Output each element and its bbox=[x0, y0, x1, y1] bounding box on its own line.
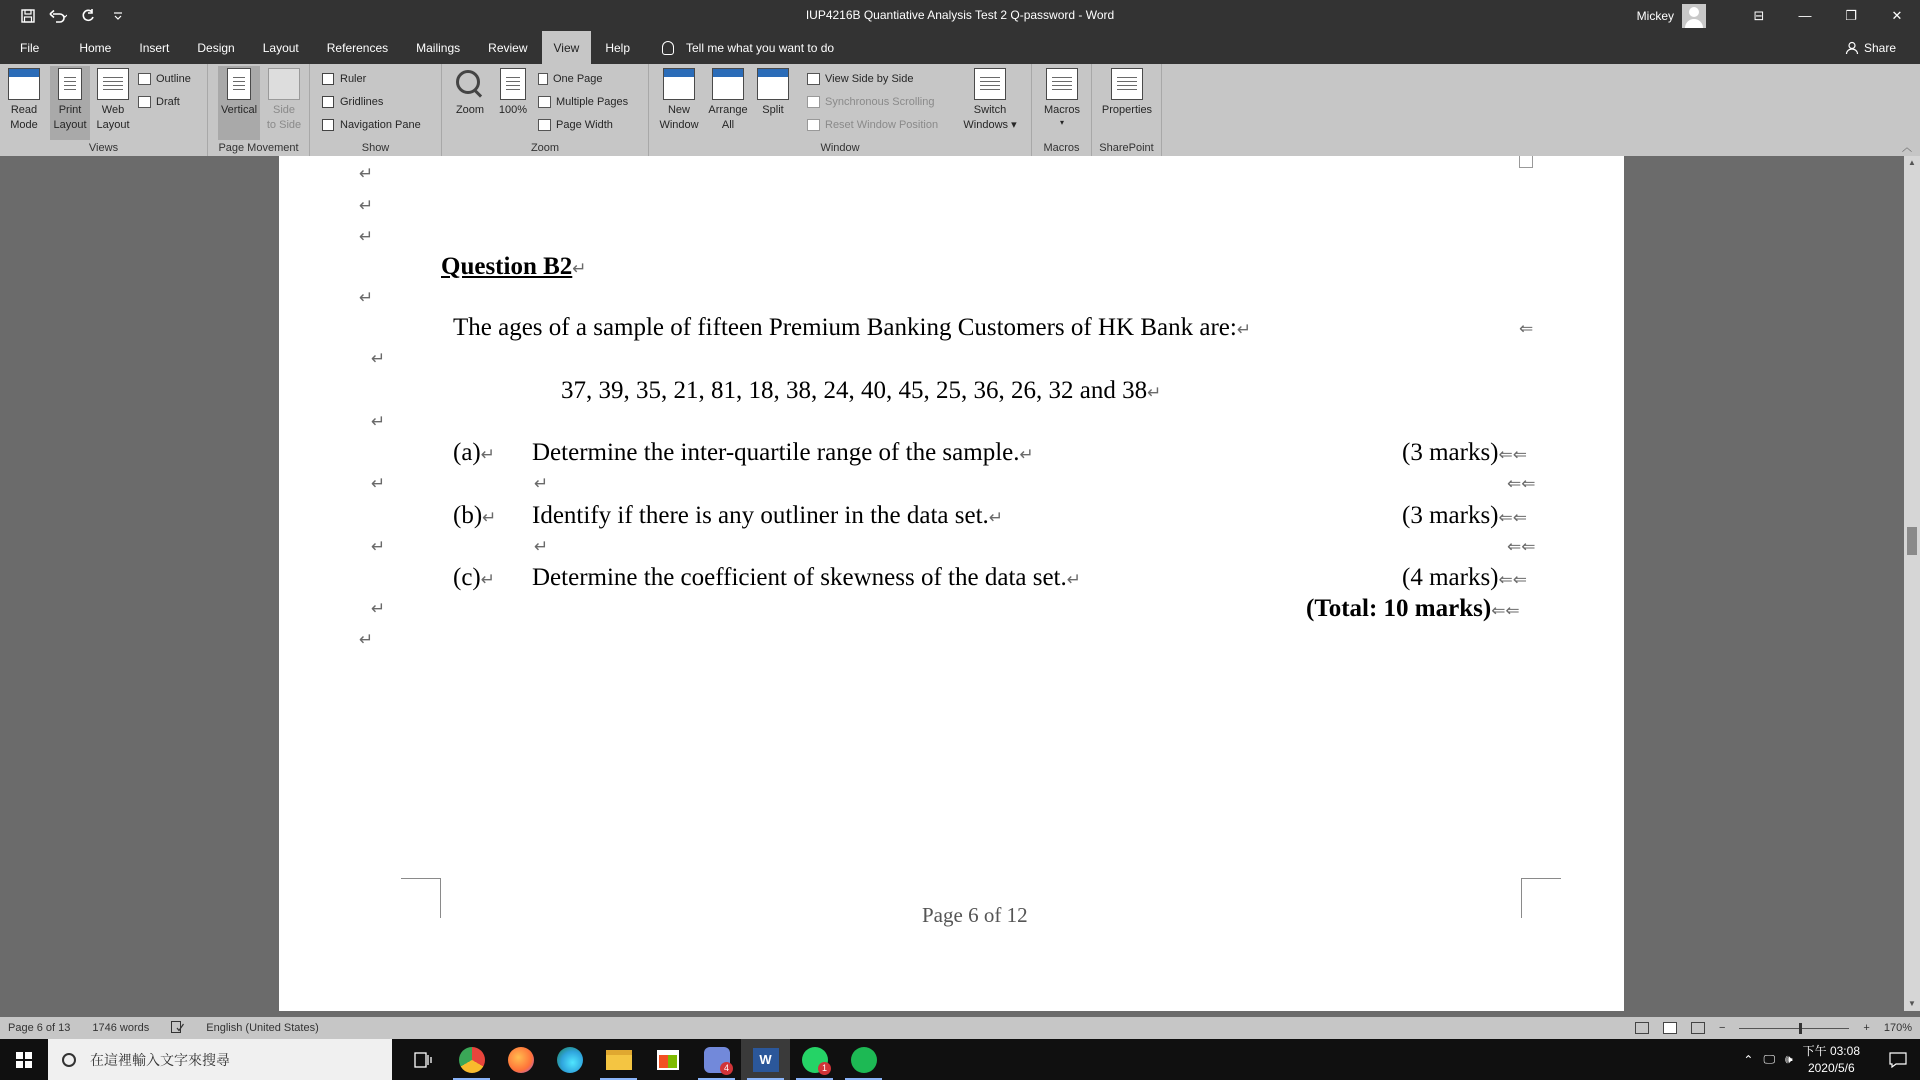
question-c-label: (c)↵ bbox=[453, 564, 495, 591]
draft-button[interactable]: Draft bbox=[138, 93, 180, 111]
macros-icon bbox=[1046, 68, 1078, 100]
navigation-pane-checkbox-box bbox=[322, 119, 334, 131]
cell-end-mark: ⇐⇐ bbox=[1507, 474, 1536, 494]
show-group-label: Show bbox=[361, 142, 390, 154]
spotify-button[interactable] bbox=[839, 1039, 888, 1080]
user-name[interactable]: Mickey bbox=[1636, 8, 1674, 23]
synchronous-scrolling-icon bbox=[807, 96, 820, 108]
start-button[interactable] bbox=[0, 1039, 48, 1080]
ruler-checkbox[interactable]: Ruler bbox=[322, 70, 366, 88]
new-window-button[interactable]: New Window bbox=[657, 68, 701, 133]
lightbulb-icon bbox=[662, 41, 674, 55]
tray-chevron-icon[interactable]: ⌃ bbox=[1743, 1052, 1754, 1067]
zoom-button[interactable]: Zoom bbox=[450, 68, 490, 118]
question-c-marks: (4 marks)⇐⇐ bbox=[1402, 564, 1527, 591]
edge-button[interactable] bbox=[545, 1039, 594, 1080]
gridlines-checkbox-box bbox=[322, 96, 334, 108]
data-line: 37, 39, 35, 21, 81, 18, 38, 24, 40, 45, 25, 36, 26, 32 and 38↵ bbox=[561, 377, 1162, 404]
group-window bbox=[649, 64, 1032, 156]
tab-view[interactable]: View bbox=[542, 31, 592, 64]
paragraph-mark: ↵ bbox=[371, 474, 386, 494]
file-explorer-button[interactable] bbox=[594, 1039, 643, 1080]
paragraph-mark: ↵ bbox=[359, 196, 374, 216]
intro-paragraph: The ages of a sample of fifteen Premium Banking Customers of HK Bank are:↵ bbox=[453, 314, 1252, 341]
print-layout-icon bbox=[58, 68, 82, 100]
footer-corner-left bbox=[401, 878, 441, 918]
group-zoom bbox=[442, 64, 649, 156]
cell-end-mark: ⇐⇐ bbox=[1507, 537, 1536, 557]
one-page-button[interactable]: One Page bbox=[538, 70, 603, 88]
reset-window-position-button[interactable]: Reset Window Position bbox=[807, 116, 938, 134]
switch-windows-button[interactable]: Switch Windows ▾ bbox=[959, 68, 1021, 133]
question-c-text: Determine the coefficient of skewness of the data set.↵ bbox=[532, 564, 1082, 591]
word-icon: W bbox=[753, 1048, 779, 1072]
synchronous-scrolling-button[interactable]: Synchronous Scrolling bbox=[807, 93, 934, 111]
scrollbar-thumb[interactable] bbox=[1907, 527, 1917, 555]
store-icon bbox=[657, 1050, 679, 1070]
restore-button[interactable]: ❐ bbox=[1845, 7, 1857, 23]
paragraph-mark: ↵ bbox=[359, 164, 374, 184]
paragraph-mark: ↵ bbox=[359, 288, 374, 308]
tab-help[interactable]: Help bbox=[605, 40, 630, 55]
edge-icon bbox=[557, 1047, 583, 1073]
clock-date: 2020/5/6 bbox=[1807, 1060, 1855, 1075]
data-values-text: 37, 39, 35, 21, 81, 18, 38, 24, 40, 45, 25, 36, 26, 32 and 38 bbox=[561, 377, 1148, 404]
page-width-button[interactable]: Page Width bbox=[538, 116, 613, 134]
multiple-pages-button[interactable]: Multiple Pages bbox=[538, 93, 628, 111]
page-count-status[interactable]: Page 6 of 13 bbox=[8, 1022, 71, 1034]
switch-windows-icon bbox=[974, 68, 1006, 100]
tell-me-search[interactable] bbox=[662, 31, 834, 64]
macros-button[interactable]: Macros ▾ bbox=[1040, 68, 1084, 128]
taskbar-search[interactable] bbox=[48, 1039, 392, 1080]
file-explorer-icon bbox=[606, 1050, 632, 1070]
ribbon-tabs bbox=[0, 31, 1920, 64]
intro-text: The ages of a sample of fifteen Premium Banking Customers of HK Bank are: bbox=[453, 314, 1237, 341]
volume-icon[interactable]: 🕪 bbox=[1785, 1052, 1793, 1066]
undo-icon[interactable] bbox=[46, 4, 70, 28]
read-mode-button[interactable]: Read Mode bbox=[6, 68, 42, 133]
chrome-icon bbox=[459, 1047, 485, 1073]
store-button[interactable] bbox=[643, 1039, 692, 1080]
document-title: IUP4216B Quantiative Analysis Test 2 Q-password - Word bbox=[805, 8, 1115, 22]
side-to-side-icon bbox=[268, 68, 300, 100]
new-window-icon bbox=[663, 68, 695, 100]
group-macros bbox=[1032, 64, 1092, 156]
split-button[interactable]: Split bbox=[755, 68, 791, 118]
ribbon-display-options-button[interactable]: ⊟ bbox=[1753, 7, 1765, 23]
ribbon-view bbox=[0, 64, 1920, 156]
whatsapp-button[interactable] bbox=[790, 1039, 839, 1080]
properties-icon bbox=[1111, 68, 1143, 100]
arrange-all-icon bbox=[712, 68, 744, 100]
redo-icon[interactable] bbox=[76, 4, 100, 28]
task-view-button[interactable] bbox=[398, 1039, 447, 1080]
vertical-icon bbox=[227, 68, 251, 100]
multiple-pages-icon bbox=[538, 96, 551, 108]
question-b-text: Identify if there is any outliner in the data set.↵ bbox=[532, 502, 1004, 529]
page-width-icon bbox=[538, 119, 551, 131]
tell-me-label: Tell me what you want to do bbox=[686, 40, 835, 55]
page-corner-marker bbox=[1519, 156, 1533, 168]
share-label: Share bbox=[1863, 40, 1896, 55]
network-icon[interactable]: 🖵 bbox=[1763, 1052, 1776, 1066]
question-b-label: (b)↵ bbox=[453, 502, 497, 529]
tab-review[interactable]: Review bbox=[488, 40, 528, 55]
navigation-pane-checkbox[interactable]: Navigation Pane bbox=[322, 116, 421, 134]
question-heading: Question B2↵ bbox=[441, 253, 587, 280]
notification-center-icon[interactable] bbox=[1876, 1052, 1920, 1068]
title-bar bbox=[0, 0, 1920, 31]
search-icon bbox=[62, 1053, 76, 1067]
total-marks: (Total: 10 marks)⇐⇐ bbox=[1306, 595, 1520, 622]
outline-button[interactable]: Outline bbox=[138, 70, 191, 88]
status-bar bbox=[0, 1017, 1920, 1039]
reset-window-position-icon bbox=[807, 119, 820, 131]
document-page[interactable] bbox=[279, 156, 1624, 1011]
arrange-all-button[interactable]: Arrange All bbox=[705, 68, 751, 133]
tab-home[interactable]: Home bbox=[79, 40, 112, 55]
question-a-text: Determine the inter-quartile range of the sample.↵ bbox=[532, 439, 1034, 466]
zoom-level[interactable]: 170% bbox=[1883, 1022, 1912, 1034]
view-side-by-side-button[interactable]: View Side by Side bbox=[807, 70, 913, 88]
tab-file[interactable]: File bbox=[20, 40, 40, 55]
heading-text: Question B2 bbox=[441, 253, 573, 280]
avatar[interactable] bbox=[1682, 4, 1706, 28]
paragraph-mark: ↵ bbox=[534, 537, 549, 557]
zoom-100-button[interactable]: 100% bbox=[494, 68, 532, 118]
tab-layout[interactable]: Layout bbox=[262, 40, 299, 55]
print-layout-view-icon[interactable] bbox=[1663, 1022, 1677, 1034]
spotify-icon bbox=[851, 1047, 877, 1073]
search-placeholder: 在這裡輸入文字來搜尋 bbox=[90, 1051, 230, 1068]
clock[interactable] bbox=[1803, 1043, 1860, 1077]
group-views bbox=[0, 64, 208, 156]
collapse-ribbon-icon[interactable]: ︿ bbox=[1902, 143, 1912, 154]
zoom-out-button[interactable]: − bbox=[1718, 1022, 1726, 1034]
group-sharepoint bbox=[1092, 64, 1162, 156]
scroll-up-icon[interactable]: ▲ bbox=[1908, 158, 1916, 167]
question-a-label: (a)↵ bbox=[453, 439, 495, 466]
window-group-label: Window bbox=[820, 142, 860, 154]
paragraph-mark: ↵ bbox=[371, 599, 386, 619]
paragraph-mark: ↵ bbox=[359, 630, 374, 650]
share-person-icon bbox=[1845, 41, 1859, 55]
read-mode-icon bbox=[8, 68, 40, 100]
tab-insert[interactable]: Insert bbox=[139, 40, 170, 55]
draft-icon bbox=[138, 96, 151, 108]
word-count-status[interactable]: 1746 words bbox=[92, 1022, 150, 1034]
print-layout-button[interactable]: Print Layout bbox=[50, 66, 90, 140]
minimize-button[interactable]: — bbox=[1798, 8, 1812, 23]
side-to-side-button[interactable]: Side to Side bbox=[264, 68, 304, 133]
web-layout-button[interactable]: Web Layout bbox=[94, 68, 132, 133]
web-layout-icon bbox=[97, 68, 129, 100]
paragraph-mark: ↵ bbox=[371, 412, 386, 432]
paragraph-mark: ↵ bbox=[359, 227, 374, 247]
paragraph-mark: ↵ bbox=[534, 474, 549, 494]
outline-icon bbox=[138, 73, 151, 85]
paragraph-mark: ↵ bbox=[371, 537, 386, 557]
tab-references[interactable]: References bbox=[326, 40, 389, 55]
language-status[interactable]: English (United States) bbox=[206, 1022, 319, 1034]
document-area bbox=[0, 156, 1904, 1011]
question-a-marks: (3 marks)⇐⇐ bbox=[1402, 439, 1527, 466]
group-show bbox=[310, 64, 442, 156]
task-view-icon bbox=[414, 1052, 432, 1068]
view-side-by-side-icon bbox=[807, 73, 820, 85]
sharepoint-group-label: SharePoint bbox=[1099, 142, 1154, 154]
footer-corner-right bbox=[1521, 878, 1561, 918]
whatsapp-badge: 1 bbox=[818, 1062, 831, 1075]
zoom-100-icon bbox=[500, 68, 526, 100]
macros-dropdown-arrow: ▾ bbox=[1059, 118, 1064, 127]
windows-taskbar bbox=[0, 1039, 1920, 1080]
right-margin-mark: ⇐ bbox=[1519, 319, 1534, 339]
scroll-down-icon[interactable]: ▼ bbox=[1908, 999, 1916, 1008]
split-icon bbox=[757, 68, 789, 100]
firefox-icon bbox=[508, 1047, 534, 1073]
gridlines-checkbox[interactable]: Gridlines bbox=[322, 93, 383, 111]
ruler-checkbox-box bbox=[322, 73, 334, 85]
windows-logo-icon bbox=[16, 1052, 32, 1068]
read-mode-view-icon[interactable] bbox=[1635, 1022, 1649, 1034]
question-b-marks: (3 marks)⇐⇐ bbox=[1402, 502, 1527, 529]
vertical-scrollbar[interactable] bbox=[1904, 156, 1920, 1011]
customize-icon[interactable] bbox=[106, 4, 130, 28]
macros-group-label: Macros bbox=[1043, 142, 1080, 154]
share-button[interactable] bbox=[1845, 31, 1896, 64]
magnifier-icon bbox=[454, 68, 486, 100]
page-movement-group-label: Page Movement bbox=[218, 142, 299, 154]
save-icon[interactable] bbox=[16, 4, 40, 28]
views-group-label: Views bbox=[88, 142, 119, 154]
firefox-button[interactable] bbox=[496, 1039, 545, 1080]
vertical-button[interactable]: Vertical bbox=[218, 66, 260, 140]
quick-access-toolbar bbox=[0, 0, 130, 31]
chrome-button[interactable] bbox=[447, 1039, 496, 1080]
group-page-movement bbox=[208, 64, 310, 156]
clock-time: 下午 03:08 bbox=[1802, 1043, 1860, 1058]
page-footer: Page 6 of 12 bbox=[922, 903, 1028, 927]
paragraph-mark: ↵ bbox=[371, 349, 386, 369]
word-button[interactable] bbox=[741, 1039, 790, 1080]
properties-button[interactable]: Properties bbox=[1098, 68, 1156, 118]
zoom-group-label: Zoom bbox=[530, 142, 560, 154]
web-layout-view-icon[interactable] bbox=[1691, 1022, 1705, 1034]
zoom-slider[interactable] bbox=[1739, 1028, 1849, 1029]
close-button[interactable]: ✕ bbox=[1891, 7, 1903, 23]
system-tray bbox=[1743, 1039, 1920, 1080]
discord-badge: 4 bbox=[720, 1062, 733, 1075]
proofing-icon[interactable] bbox=[171, 1021, 184, 1036]
one-page-icon bbox=[538, 73, 548, 85]
discord-button[interactable] bbox=[692, 1039, 741, 1080]
zoom-in-button[interactable]: + bbox=[1863, 1022, 1870, 1034]
tab-design[interactable]: Design bbox=[197, 40, 235, 55]
tab-mailings[interactable]: Mailings bbox=[416, 40, 461, 55]
